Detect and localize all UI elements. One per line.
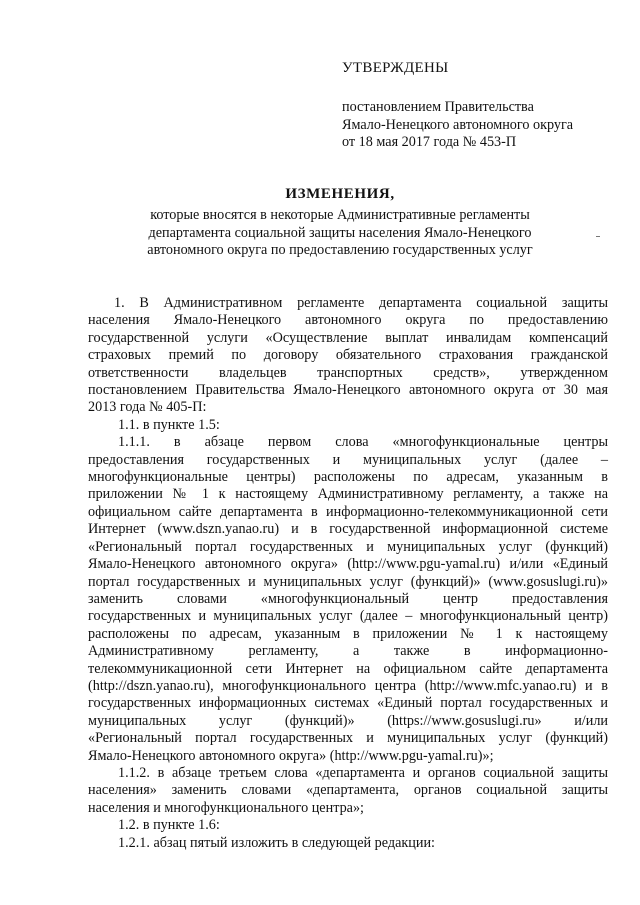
- text-line: 1.1. в пункте 1.5:: [118, 416, 220, 433]
- heading-subtitle-line: департамента социальной защиты населения Ямало-Ненецкого: [148, 224, 532, 241]
- text-line: населения» заменить словами «департамента, органов социальной защиты: [88, 782, 608, 799]
- text-line: страховых премий по договору обязательного страхования гражданской: [88, 347, 608, 364]
- paragraph-2: [88, 417, 608, 434]
- document-body: [88, 295, 608, 852]
- text-line: населения Ямало-Ненецкого автономного округа по предоставлению: [88, 312, 608, 329]
- text-line: Ямало-Ненецкого автономного округа» (http://www.pgu-yamal.ru) и/или «Единый: [88, 556, 608, 573]
- text-line: государственных информационных системах «Единый портал государственных и: [88, 695, 608, 712]
- text-line: постановлением Правительства Ямало-Ненецкого автономного округа от 30 мая: [88, 382, 608, 399]
- text-line: телекоммуникационной сети Интернет на официальном сайте департамента: [88, 660, 608, 677]
- text-line: «Региональный портал государственных и муниципальных услуг (функций): [88, 538, 608, 555]
- text-line: государственных и муниципальных услуг (далее – многофункциональный центр): [88, 608, 608, 625]
- text-line: 1.1.1. в абзаце первом слова «многофункциональные центры: [118, 434, 608, 451]
- text-line: 1.2. в пункте 1.6:: [118, 817, 220, 834]
- approval-line: постановлением Правительства: [342, 99, 534, 115]
- text-line: «Региональный портал государственных и муниципальных услуг (функций): [88, 730, 608, 747]
- scan-speck: [596, 236, 600, 237]
- text-line: 1. В Административном регламенте департамента социальной защиты: [114, 295, 608, 311]
- approval-title: УТВЕРЖДЕНЫ: [342, 60, 449, 76]
- heading-title: ИЗМЕНЕНИЯ,: [285, 186, 395, 202]
- approval-line: от 18 мая 2017 года № 453-П: [342, 134, 517, 150]
- text-line: 1.1.2. в абзаце третьем слова «департамента и органов социальной защиты: [118, 764, 608, 781]
- approval-block: [342, 60, 632, 152]
- text-line: Административному регламенту, а также в информационно-: [88, 643, 608, 660]
- text-line: многофункциональные центры) расположены по адресам, указанным в: [88, 469, 608, 486]
- text-line: приложении № 1 к настоящему Административному регламенту, а также на: [88, 486, 608, 503]
- text-line: расположены по адресам, указанным в приложении № 1 к настоящему: [88, 625, 608, 642]
- text-line: населения и многофункционального центра»;: [88, 799, 364, 816]
- text-line: ответственности владельцев транспортных средств», утвержденном: [88, 364, 608, 381]
- text-line: муниципальных услуг (функций)» (https://www.gosuslugi.ru» и/или: [88, 712, 608, 729]
- text-line: Ямало-Ненецкого автономного округа» (http://www.pgu-yamal.ru)»;: [88, 747, 494, 764]
- text-line: официальном сайте департамента в информационно-телекоммуникационной сети: [88, 503, 608, 520]
- text-line: государственной услуги «Осуществление выплат инвалидам компенсаций: [88, 329, 608, 346]
- text-line: 2013 года № 405-П:: [88, 399, 207, 416]
- heading-subtitle-line: автономного округа по предоставлению государственных услуг: [147, 242, 533, 259]
- paragraph-5: [88, 817, 608, 834]
- text-line: (http://dszn.yanao.ru), многофункционального центра (http://www.mfc.yanao.ru) и в: [88, 677, 608, 694]
- paragraph-1: [88, 295, 608, 417]
- document-heading: [96, 186, 584, 260]
- text-line: портал государственных и муниципальных услуг (функций)» (www.gosuslugi.ru)»: [88, 573, 608, 590]
- paragraph-4: [88, 765, 608, 817]
- paragraph-3: [88, 434, 608, 765]
- text-line: Интернет (www.dszn.yanao.ru) и в государственной информационной системе: [88, 521, 608, 538]
- heading-subtitle-line: которые вносятся в некоторые Административные регламенты: [150, 207, 530, 223]
- paragraph-6: [88, 835, 608, 852]
- text-line: заменить словами «многофункциональный центр предоставления: [88, 590, 608, 607]
- text-line: предоставления государственных и муниципальных услуг (далее –: [88, 451, 608, 468]
- text-line: 1.2.1. абзац пятый изложить в следующей редакции:: [118, 834, 435, 851]
- approval-line: Ямало-Ненецкого автономного округа: [342, 116, 574, 133]
